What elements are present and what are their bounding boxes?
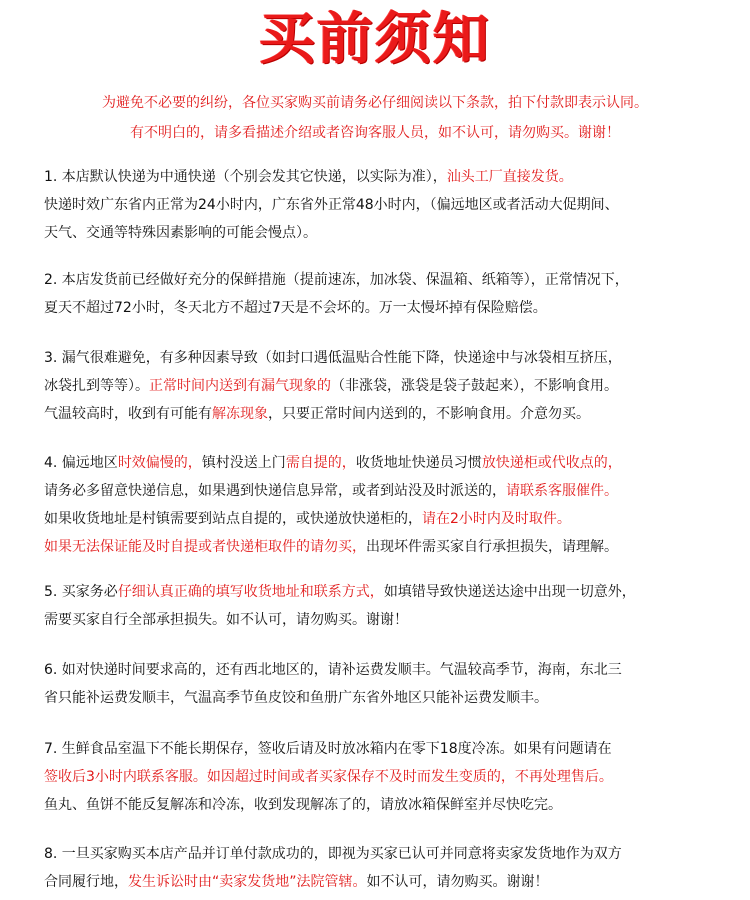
notice-line — [44, 400, 734, 428]
notice-line — [44, 191, 734, 219]
notice-highlight: 解冻现象 — [212, 406, 268, 422]
notice-item-4 — [44, 449, 734, 561]
notice-item-7 — [44, 735, 734, 819]
notice-text: 2. 本店发货前已经做好充分的保鲜措施（提前速冻，加冰袋、保温箱、纸箱等），正常情况下， — [44, 272, 629, 288]
notice-line — [44, 505, 734, 533]
notice-highlight: 正常时间内送到有漏气现象的 — [149, 378, 331, 394]
notice-line — [44, 868, 734, 896]
notice-text: 气温较高时，收到有可能有 — [44, 406, 212, 422]
notice-line — [44, 656, 734, 684]
notice-highlight: 如果无法保证能及时自提或者快递柜取件的请勿买， — [44, 539, 366, 555]
notice-text: 1. 本店默认快递为中通快递（个别会发其它快递，以实际为准）， — [44, 169, 447, 185]
notice-item-1 — [44, 163, 734, 247]
notice-text: 请务必多留意快递信息，如果遇到快递信息异常，或者到站没及时派送的， — [44, 483, 506, 499]
notice-highlight: 需自提的， — [285, 455, 356, 471]
notice-line — [44, 449, 734, 477]
notice-line — [44, 763, 734, 791]
notice-highlight: 时效偏慢的， — [117, 455, 202, 471]
notice-line — [44, 684, 734, 712]
notice-item-5 — [44, 578, 734, 634]
notice-text: 如不认可，请勿购买。谢谢！ — [366, 874, 549, 890]
notice-line — [44, 606, 734, 634]
intro-line-1: 为避免不必要的纠纷，各位买家购买前请务必仔细阅读以下条款，拍下付款即表示认同。 — [102, 95, 648, 111]
notice-item-6 — [44, 656, 734, 712]
notice-line — [44, 219, 734, 247]
notice-line — [44, 372, 734, 400]
notice-item-3 — [44, 344, 734, 428]
notice-text: （非涨袋，涨袋是袋子鼓起来），不影响食用。 — [331, 378, 618, 394]
notice-text: 5. 买家务必 — [44, 584, 118, 600]
notice-highlight: 放快递柜或代收点的， — [481, 455, 622, 471]
notice-line — [44, 163, 734, 191]
notice-text: 如果收货地址是村镇需要到站点自提的，或快递放快递柜的， — [44, 511, 422, 527]
notice-highlight: 汕头工厂直接发货。 — [446, 169, 573, 185]
notice-highlight: 请在2小时内及时取件。 — [422, 511, 571, 527]
notice-text: 出现坏件需买家自行承担损失，请理解。 — [366, 539, 618, 555]
notice-highlight: 仔细认真正确的填写收货地址和联系方式， — [117, 584, 384, 600]
notice-text: 8. 一旦买家购买本店产品并订单付款成功的，即视为买家已认可并同意将卖家发货地作为双方 — [44, 846, 622, 862]
notice-line — [44, 578, 734, 606]
notice-text: 收货地址快递员习惯 — [355, 455, 482, 471]
notice-highlight: 发生诉讼时由“卖家发货地”法院管辖。 — [128, 874, 367, 890]
notice-line — [44, 840, 734, 868]
page-title: 买前须知 — [259, 7, 491, 72]
notice-text: 天气、交通等特殊因素影响的可能会慢点）。 — [44, 225, 317, 241]
notice-text: 7. 生鲜食品室温下不能长期保存，签收后请及时放冰箱内在零下18度冷冻。如果有问题请在 — [44, 741, 612, 757]
notice-highlight: 请联系客服催件。 — [506, 483, 618, 499]
notice-line — [44, 477, 734, 505]
notice-text: 3. 漏气很难避免，有多种因素导致（如封口遇低温贴合性能下降，快递途中与冰袋相互挤压， — [44, 350, 622, 366]
notice-line — [44, 266, 734, 294]
notice-line — [44, 735, 734, 763]
notice-text: 省只能补运费发顺丰，气温高季节鱼皮饺和鱼册广东省外地区只能补运费发顺丰。 — [44, 690, 548, 706]
notice-text: 快递时效广东省内正常为24小时内，广东省外正常48小时内，（偏远地区或者活动大促期间、 — [44, 197, 619, 213]
notice-text: 夏天不超过72小时，冬天北方不超过7天是不会坏的。万一太慢坏掉有保险赔偿。 — [44, 300, 547, 316]
notice-text: 如填错导致快递送达途中出现一切意外， — [383, 584, 636, 600]
notice-text: 冰袋扎到等等）。 — [44, 378, 149, 394]
notice-line — [44, 294, 734, 322]
notice-text: 4. 偏远地区 — [44, 455, 118, 471]
notice-line — [44, 344, 734, 372]
notice-highlight: 签收后3小时内联系客服。如因超过时间或者买家保存不及时而发生变质的，不再处理售后。 — [44, 769, 613, 785]
notice-item-8 — [44, 840, 734, 896]
notice-line — [44, 791, 734, 819]
notice-text: 需要买家自行全部承担损失。如不认可，请勿购买。谢谢！ — [44, 612, 408, 628]
notice-text: 6. 如对快递时间要求高的，还有西北地区的，请补运费发顺丰。气温较高季节，海南，东北三 — [44, 662, 622, 678]
notice-text: ，只要正常时间内送到的，不影响食用。介意勿买。 — [268, 406, 590, 422]
notice-text: 镇村没送上门 — [201, 455, 286, 471]
notice-line — [44, 533, 734, 561]
notice-text: 鱼丸、鱼饼不能反复解冻和冷冻，收到发现解冻了的，请放冰箱保鲜室并尽快吃完。 — [44, 797, 562, 813]
intro-line-2: 有不明白的，请多看描述介绍或者咨询客服人员，如不认可，请勿购买。谢谢！ — [130, 125, 620, 141]
notice-text: 合同履行地， — [44, 874, 128, 890]
notice-item-2 — [44, 266, 734, 322]
